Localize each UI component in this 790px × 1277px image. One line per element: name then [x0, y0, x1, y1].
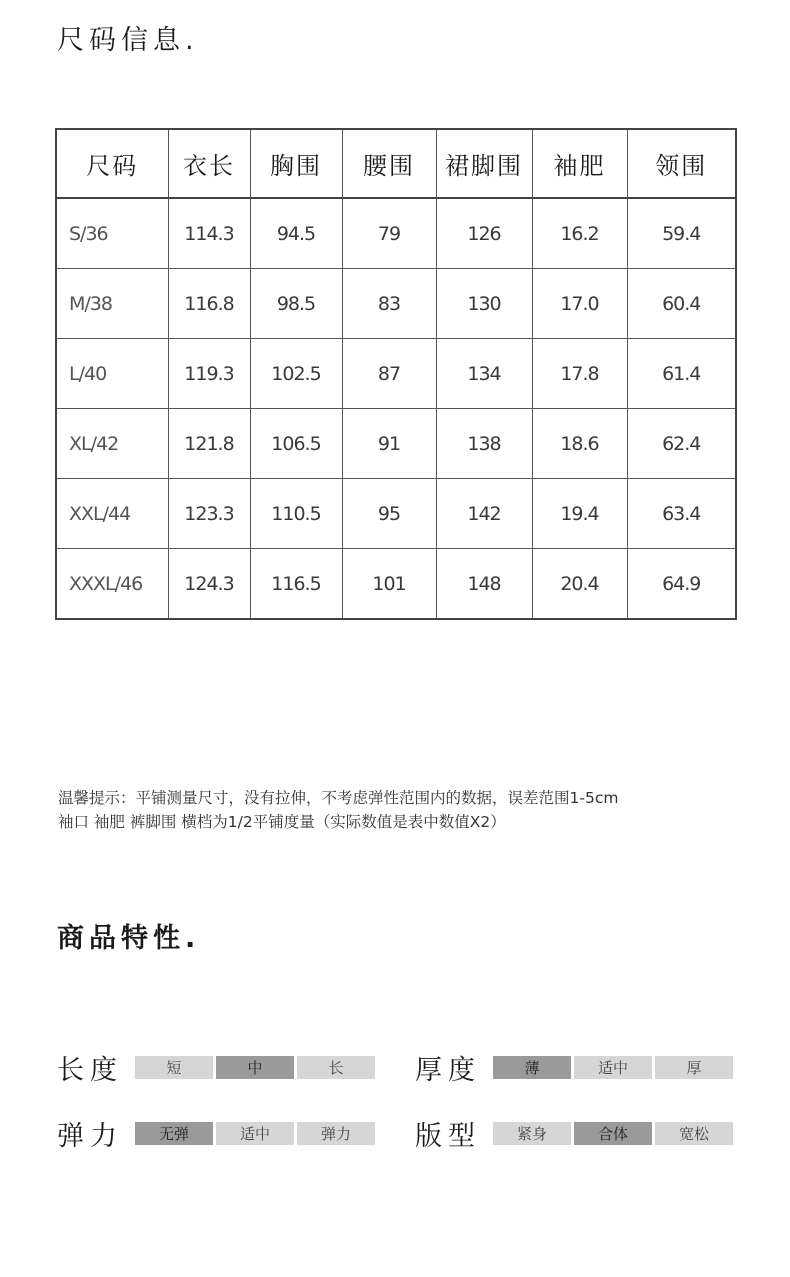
attribute-thickness: [415, 1048, 733, 1087]
size-cell: M/38: [56, 269, 168, 339]
size-cell: L/40: [56, 339, 168, 409]
table-row: [56, 339, 736, 409]
table-header-row: [56, 129, 736, 198]
length-cell: 124.3: [168, 549, 250, 620]
length-options: [135, 1056, 375, 1079]
chest-cell: 106.5: [250, 409, 342, 479]
header-length: 衣长: [168, 129, 250, 198]
table-row: [56, 409, 736, 479]
size-cell: XXXL/46: [56, 549, 168, 620]
collar-cell: 64.9: [627, 549, 736, 620]
header-collar: 领围: [627, 129, 736, 198]
hem-cell: 148: [436, 549, 532, 620]
attribute-label: 版型: [415, 1121, 481, 1152]
waist-cell: 87: [342, 339, 436, 409]
notes-line-2: 袖口 袖肥 裤脚围 横档为1/2平铺度量（实际数值是表中数值X2）: [58, 813, 506, 831]
hem-cell: 142: [436, 479, 532, 549]
size-cell: XXL/44: [56, 479, 168, 549]
fit-options: [493, 1122, 733, 1145]
option-medium: 中: [216, 1056, 294, 1079]
waist-cell: 91: [342, 409, 436, 479]
sleeve-cell: 17.8: [532, 339, 627, 409]
collar-cell: 63.4: [627, 479, 736, 549]
option-thick: 厚: [655, 1056, 733, 1079]
hem-cell: 138: [436, 409, 532, 479]
table-row: [56, 479, 736, 549]
sleeve-cell: 18.6: [532, 409, 627, 479]
length-cell: 116.8: [168, 269, 250, 339]
sleeve-cell: 16.2: [532, 198, 627, 269]
notes-line-1: 温馨提示：平铺测量尺寸，没有拉伸，不考虑弹性范围内的数据，误差范围1-5cm: [58, 789, 619, 807]
option-slim: 紧身: [493, 1122, 571, 1145]
option-regular: 合体: [574, 1122, 652, 1145]
header-hem: 裙脚围: [436, 129, 532, 198]
waist-cell: 83: [342, 269, 436, 339]
collar-cell: 59.4: [627, 198, 736, 269]
product-features-title: 商品特性.: [57, 923, 201, 954]
table-row: [56, 269, 736, 339]
hem-cell: 126: [436, 198, 532, 269]
waist-cell: 101: [342, 549, 436, 620]
table-row: [56, 549, 736, 620]
attribute-length: [57, 1048, 375, 1087]
header-waist: 腰围: [342, 129, 436, 198]
option-short: 短: [135, 1056, 213, 1079]
size-cell: S/36: [56, 198, 168, 269]
length-cell: 121.8: [168, 409, 250, 479]
sleeve-cell: 17.0: [532, 269, 627, 339]
chest-cell: 102.5: [250, 339, 342, 409]
attribute-fit: [415, 1114, 733, 1153]
option-stretch: 弹力: [297, 1122, 375, 1145]
attribute-elasticity: [57, 1114, 375, 1153]
sleeve-cell: 19.4: [532, 479, 627, 549]
chest-cell: 98.5: [250, 269, 342, 339]
waist-cell: 95: [342, 479, 436, 549]
header-size: 尺码: [56, 129, 168, 198]
elasticity-options: [135, 1122, 375, 1145]
length-cell: 119.3: [168, 339, 250, 409]
option-long: 长: [297, 1056, 375, 1079]
hem-cell: 134: [436, 339, 532, 409]
chest-cell: 94.5: [250, 198, 342, 269]
table-row: [56, 198, 736, 269]
hem-cell: 130: [436, 269, 532, 339]
option-loose: 宽松: [655, 1122, 733, 1145]
option-moderate: 适中: [574, 1056, 652, 1079]
waist-cell: 79: [342, 198, 436, 269]
measurement-notes: [58, 786, 618, 834]
option-no-stretch: 无弹: [135, 1122, 213, 1145]
size-table: [55, 128, 737, 620]
option-thin: 薄: [493, 1056, 571, 1079]
header-sleeve: 袖肥: [532, 129, 627, 198]
size-info-title: 尺码信息.: [57, 25, 199, 56]
collar-cell: 61.4: [627, 339, 736, 409]
attribute-label: 厚度: [415, 1055, 481, 1086]
attribute-label: 弹力: [57, 1121, 123, 1152]
thickness-options: [493, 1056, 733, 1079]
chest-cell: 110.5: [250, 479, 342, 549]
length-cell: 114.3: [168, 198, 250, 269]
chest-cell: 116.5: [250, 549, 342, 620]
attribute-label: 长度: [57, 1055, 123, 1086]
length-cell: 123.3: [168, 479, 250, 549]
collar-cell: 60.4: [627, 269, 736, 339]
collar-cell: 62.4: [627, 409, 736, 479]
header-chest: 胸围: [250, 129, 342, 198]
size-cell: XL/42: [56, 409, 168, 479]
option-moderate: 适中: [216, 1122, 294, 1145]
sleeve-cell: 20.4: [532, 549, 627, 620]
